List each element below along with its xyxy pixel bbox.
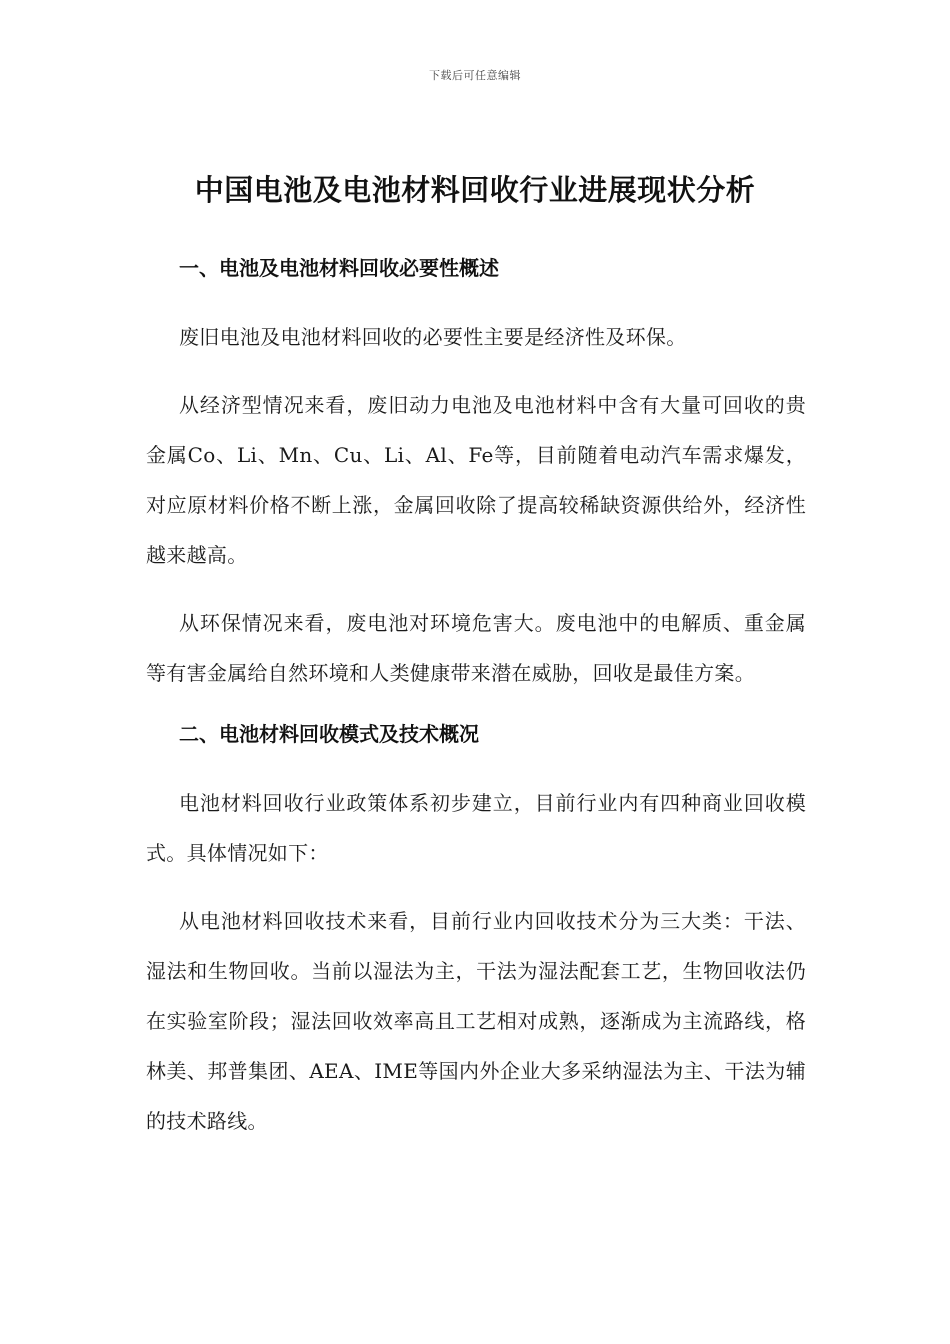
document-body [146,250,806,1146]
header-note: 下载后可任意编辑 [429,69,521,82]
section-heading-1: 一、电池及电池材料回收必要性概述 [179,256,499,280]
paragraph: 从经济型情况来看，废旧动力电池及电池材料中含有大量可回收的贵金属Co、Li、Mn、Cu、Li、Al、Fe等，目前随着电动汽车需求爆发，对应原材料价格不断上涨，金属回收除了提高较稀缺资源供给外，经济性越来越高。 [146,393,806,567]
section-heading-2: 二、电池材料回收模式及技术概况 [179,722,479,746]
document-title: 中国电池及电池材料回收行业进展现状分析 [194,173,756,207]
paragraph: 废旧电池及电池材料回收的必要性主要是经济性及环保。 [179,325,687,349]
paragraph: 从环保情况来看，废电池对环境危害大。废电池中的电解质、重金属等有害金属给自然环境和人类健康带来潜在威胁，回收是最佳方案。 [146,611,806,685]
paragraph: 电池材料回收行业政策体系初步建立，目前行业内有四种商业回收模式。具体情况如下： [146,791,806,865]
paragraph: 从电池材料回收技术来看，目前行业内回收技术分为三大类：干法、湿法和生物回收。当前以湿法为主，干法为湿法配套工艺，生物回收法仍在实验室阶段；湿法回收效率高且工艺相对成熟，逐渐成为主流路线，格林美、邦普集团、AEA、IME等国内外企业大多采纳湿法为主、干法为辅的技术路线。 [146,909,806,1133]
